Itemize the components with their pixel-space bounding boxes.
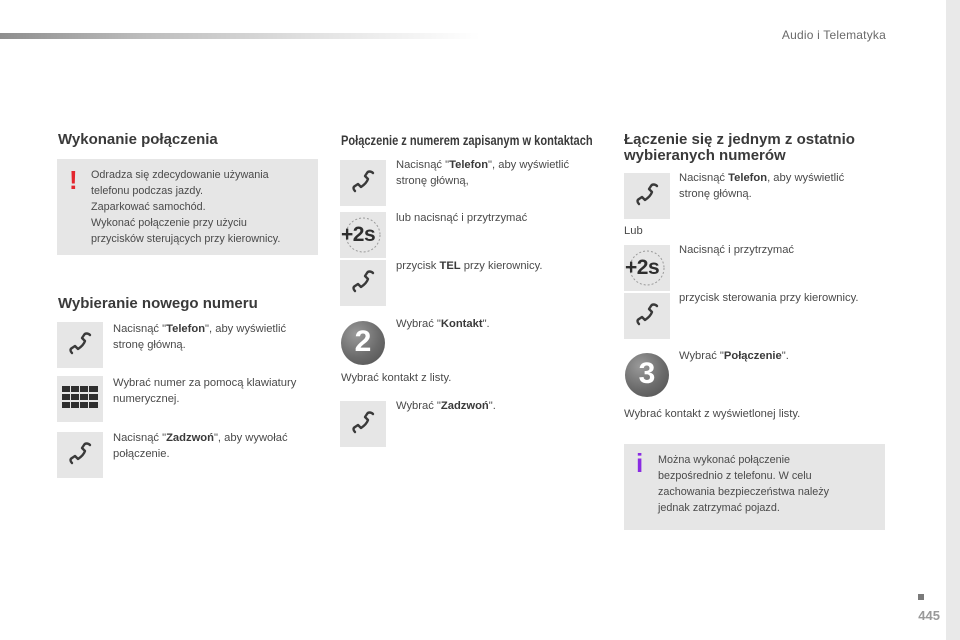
step-text: stronę główną. [113,339,186,351]
info-line: zachowania bezpieczeństwa należy [658,486,830,498]
info-line: jednak zatrzymać pojazd. [658,502,780,514]
step-keyword: Telefon [449,159,489,171]
step-text: stronę główną. [679,188,752,200]
step-text: Wybrać " [679,350,724,362]
step-text: lub nacisnąć i przytrzymać [396,212,528,224]
warning-line: Wykonać połączenie przy użyciu [91,217,247,229]
phone-icon-box [624,293,670,339]
step-number: 2 [354,325,372,358]
info-note [624,444,885,530]
step-keyword: Zadzwoń [440,400,489,412]
step-text: stronę główną, [396,175,469,187]
section-title-new-number: Wybieranie nowego numeru [58,295,258,312]
phone-icon [57,432,103,478]
header-gradient-bar [0,33,480,39]
info-line: bezpośrednio z telefonu. W celu [658,470,812,482]
warning-line: przycisków sterujących przy kierownicy. [91,233,281,245]
phone-icon [340,401,386,447]
step-text: połączenie. [113,448,170,460]
step-text: Wybrać kontakt z wyświetlonej listy. [624,408,801,420]
section-title-recent-numbers [624,132,855,164]
phone-icon-box [57,322,103,368]
page-marker [918,594,924,600]
phone-icon-box [340,160,386,206]
hold-2s-icon-box [624,245,670,291]
phone-icon [340,260,386,306]
phone-icon [624,173,670,219]
step-number-badge [625,353,669,397]
phone-icon-box [624,173,670,219]
info-i-icon: i [636,448,644,478]
phone-icon [340,160,386,206]
keypad-icon-box [57,376,103,422]
phone-icon [624,293,670,339]
hold-2s-icon-box [340,212,386,258]
section-title-contacts: Połączenie z numerem zapisanym w kontaktach [341,133,593,148]
step-keyword: Telefon [728,172,768,184]
step-number-badge [341,321,385,365]
phone-icon-box [340,401,386,447]
step-text: Nacisnąć i przytrzymać [679,244,795,256]
step-text: Nacisnąć " [113,432,167,444]
section-title-line: wybieranych numerów [624,147,786,164]
step-text: , aby wyświetlić [767,172,845,184]
step-text: ". [482,318,490,330]
chapter-title: Audio i Telematyka [781,28,886,42]
keypad-icon [57,376,103,422]
phone-icon [57,322,103,368]
step-keyword: TEL [439,260,461,272]
step-keyword: Zadzwoń [166,432,214,444]
step-text: Wybrać numer za pomocą klawiatury [113,377,297,389]
hold-2s-label: +2s [625,256,660,279]
step-text: Wybrać kontakt z listy. [341,372,452,384]
phone-icon-box [340,260,386,306]
step-text: przy kierownicy. [460,260,543,272]
step-text: Wybrać " [396,318,441,330]
section-title-making-call: Wykonanie połączenia [58,131,218,148]
page-edge-strip [946,0,960,640]
step-text: ", aby wyświetlić [488,159,570,171]
section-title-line: Łączenie się z jednym z ostatnio [624,131,855,148]
page-number: 445 [918,608,940,623]
step-keyword: Kontakt [440,318,483,330]
phone-icon-box [57,432,103,478]
step-text: ". [488,400,496,412]
step-text: Nacisnąć " [396,159,450,171]
step-text: numerycznej. [113,393,180,405]
step-text: Wybrać " [396,400,441,412]
warning-exclamation-icon: ! [69,165,78,195]
warning-note [57,159,318,255]
warning-line: telefonu podczas jazdy. [91,185,204,197]
step-keyword: Połączenie [723,350,782,362]
step-text: Nacisnąć [679,172,729,184]
warning-line: Zaparkować samochód. [91,201,206,213]
step-text: ", aby wywołać [213,432,288,444]
info-line: Można wykonać połączenie [658,454,791,466]
step-text: przycisk sterowania przy kierownicy. [679,292,859,304]
warning-line: Odradza się zdecydowanie używania [91,169,269,181]
hold-2s-label: +2s [341,223,376,246]
step-text: Nacisnąć " [113,323,167,335]
step-text: przycisk [396,260,440,272]
or-label: Lub [624,225,643,237]
step-number: 3 [638,357,656,390]
step-text: ", aby wyświetlić [205,323,287,335]
step-keyword: Telefon [166,323,206,335]
step-text: ". [781,350,789,362]
